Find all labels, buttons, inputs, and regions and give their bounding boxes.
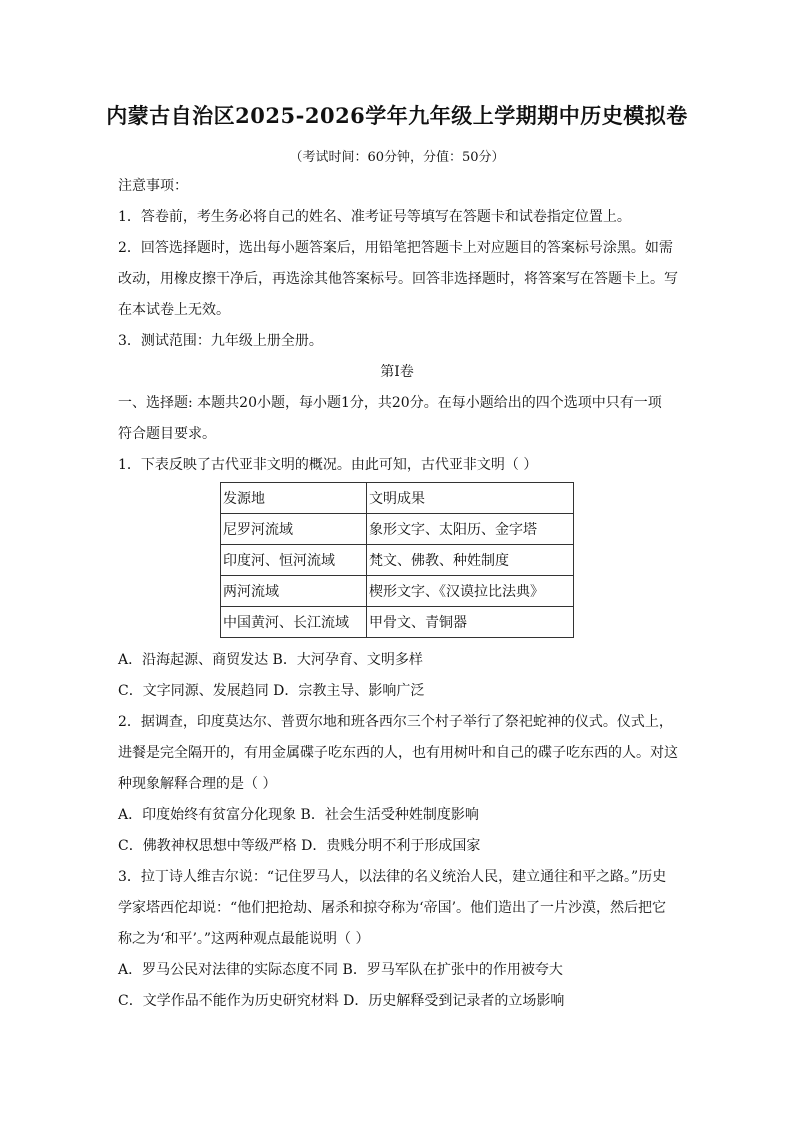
note-3: 3．测试范围：九年级上册全册。 [118, 333, 323, 349]
note-2-line-3: 在本试卷上无效。 [118, 302, 230, 318]
section-instructions-line-1: 一、选择题: 本题共20小题，每小题1分，共20分。在每小题给出的四个选项中只有一项 [118, 395, 662, 411]
q2-stem-line-3: 种现象解释合理的是（ ） [118, 776, 277, 792]
table-cell-origin: 中国黄河、长江流域 [221, 607, 367, 638]
q3-stem-line-2: 学家塔西佗却说：“他们把抢劫、屠杀和掠夺称为‘帝国’。他们造出了一片沙漠，然后把它 [118, 900, 667, 916]
q1-stem: 1．下表反映了古代亚非文明的概况。由此可知，古代亚非文明（ ） [118, 457, 538, 473]
q2-options-ab: A．印度始终有贫富分化现象 B．社会生活受种姓制度影响 [118, 807, 479, 823]
q1-options-ab: A．沿海起源、商贸发达 B．大河孕育、文明多样 [118, 652, 423, 668]
q2-stem-line-1: 2．据调查，印度莫达尔、普贾尔地和班各西尔三个村子举行了祭祀蛇神的仪式。仪式上， [118, 714, 673, 730]
civilization-table [220, 482, 574, 638]
table-row [221, 514, 574, 545]
table-row [221, 576, 574, 607]
table-cell-origin: 两河流域 [221, 576, 367, 607]
q3-options-ab: A．罗马公民对法律的实际态度不同 B．罗马军队在扩张中的作用被夸大 [118, 962, 563, 978]
q1-options-cd: C．文字同源、发展趋同 D．宗教主导、影响广泛 [118, 683, 425, 699]
volume-label: 第I卷 [380, 364, 414, 380]
q3-options-cd: C．文学作品不能作为历史研究材料 D．历史解释受到记录者的立场影响 [118, 993, 565, 1009]
q3-stem-line-1: 3．拉丁诗人维吉尔说：“记住罗马人，以法律的名义统治人民，建立通往和平之路。”历史 [118, 869, 667, 885]
note-1: 1．答卷前，考生务必将自己的姓名、准考证号等填写在答题卡和试卷指定位置上。 [118, 209, 631, 225]
table-header-cell: 文明成果 [367, 483, 574, 514]
section-instructions-line-2: 符合题目要求。 [118, 426, 216, 442]
table-cell-origin: 印度河、恒河流域 [221, 545, 367, 576]
exam-title: 内蒙古自治区2025-2026学年九年级上学期期中历史模拟卷 [106, 103, 688, 128]
exam-subtitle: （考试时间：60分钟，分值：50分） [289, 150, 505, 165]
table-cell-achievements: 甲骨文、青铜器 [367, 607, 574, 638]
table-row [221, 607, 574, 638]
table-row [221, 545, 574, 576]
q2-stem-line-2: 进餐是完全隔开的，有用金属碟子吃东西的人，也有用树叶和自己的碟子吃东西的人。对这 [118, 745, 678, 761]
table-header-row [221, 483, 574, 514]
table-cell-achievements: 楔形文字、《汉谟拉比法典》 [367, 576, 574, 607]
table-cell-achievements: 象形文字、太阳历、金字塔 [367, 514, 574, 545]
notes-heading: 注意事项： [118, 178, 188, 194]
q3-stem-line-3: 称之为‘和平’。”这两种观点最能说明（ ） [118, 931, 370, 947]
table-cell-achievements: 梵文、佛教、种姓制度 [367, 545, 574, 576]
q2-options-cd: C．佛教神权思想中等级严格 D．贵贱分明不利于形成国家 [118, 838, 481, 854]
note-2-line-2: 改动，用橡皮擦干净后，再选涂其他答案标号。回答非选择题时，将答案写在答题卡上。写 [118, 271, 678, 287]
table-header-cell: 发源地 [221, 483, 367, 514]
note-2-line-1: 2．回答选择题时，选出每小题答案后，用铅笔把答题卡上对应题目的答案标号涂黑。如需 [118, 240, 673, 256]
table-cell-origin: 尼罗河流域 [221, 514, 367, 545]
